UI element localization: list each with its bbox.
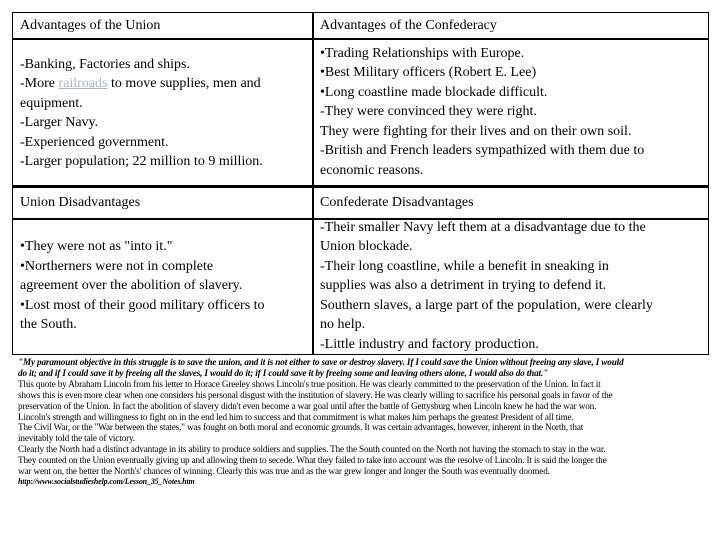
list-item: Union blockade.	[320, 239, 413, 255]
list-item: •They were not as "into it."	[20, 239, 173, 255]
header-label: Union Disadvantages	[20, 194, 141, 210]
item-text: -More	[20, 76, 59, 91]
list-item: -Their smaller Navy left them at a disadvantage due to the	[320, 219, 646, 235]
list-item: -Larger population; 22 million to 9 million.	[20, 154, 263, 169]
list-item: the South.	[20, 317, 77, 333]
notes-line: shows this is even more clear when one considers his personal disgust with the institution of slavery. He was clearly willing to sacrifice his personal goals in favor of the	[18, 389, 613, 400]
list-item: -Their long coastline, while a benefit in sneaking in	[320, 258, 609, 274]
header-label: Advantages of the Union	[20, 18, 161, 34]
header-label: Confederate Disadvantages	[320, 194, 474, 210]
item-text: to move supplies, men and	[107, 76, 261, 91]
list-item	[20, 74, 309, 94]
union-disadvantages-list	[13, 219, 313, 353]
notes-line: They counted on the Union eventually giving up and allowing them to secede. What they failed to take into account was the resolve of Lincoln. It is said the longer the	[18, 455, 607, 466]
list-item: •Best Military officers (Robert E. Lee)	[320, 65, 537, 81]
list-item: supplies was also a detriment in trying to defend it.	[320, 278, 607, 294]
list-item: •Lost most of their good military officers to	[20, 297, 265, 313]
lincoln-quote-line: "My paramount objective in this struggle is to save the union, and it is not either to save or destroy slavery. If I could save the Union without freeing any slave, I would	[18, 357, 624, 367]
source-url: http://www.socialstudieshelp.com/Lesson_35_Notes.htm	[18, 476, 195, 486]
notes-paragraph	[18, 357, 708, 488]
notes-line: The Civil War, or the "War between the states," was fought on both moral and economic grounds. It was certain advantages, however, inherent in the North, that	[18, 422, 584, 433]
list-item: -Experienced government.	[20, 134, 169, 150]
union-advantages-list	[13, 39, 313, 185]
notes-line: war went on, the better the North's' chances of winning. Clearly this was true and as the war grew longer and longer the South was eventually doomed.	[18, 466, 550, 477]
list-item: •Northerners were not in complete	[20, 258, 214, 274]
list-item: agreement over the abolition of slavery.	[20, 278, 243, 294]
header-label: Advantages of the Confederacy	[320, 18, 497, 34]
list-item: They were fighting for their lives and on their own soil.	[320, 123, 632, 139]
list-item: -Larger Navy.	[20, 115, 99, 130]
railroads-link[interactable]: railroads	[58, 76, 108, 91]
header-confederate-disadvantages	[313, 187, 709, 218]
list-item: Southern slaves, a large part of the population, were clearly	[320, 297, 653, 313]
notes-line: This quote by Abraham Lincoln from his letter to Horace Greeley shows Lincoln's true position. He was clearly committed to the preservation of the Union. In fact it	[18, 378, 601, 389]
notes-line: inevitably told the tale of victory.	[18, 433, 135, 444]
list-item: no help.	[320, 317, 366, 333]
header-advantages-union	[13, 13, 313, 39]
lincoln-quote-line: do it; and if I could save it by freeing all the slaves, I would do it; if I could save it by freeing some and leaving others alone, I would also do that."	[18, 367, 549, 378]
list-item: •Long coastline made blockade difficult.	[320, 84, 548, 100]
confederacy-advantages-list	[313, 39, 709, 185]
notes-line: Clearly the North had a distinct advantage in its ability to produce soldiers and supplies. The the South counted on the North not having the stomach to stay in the war.	[18, 444, 606, 455]
list-item: economic reasons.	[320, 162, 424, 178]
notes-line: preservation of the Union. In fact the abolition of slavery didn't even become a war goal until after the battle of Gettysburg when Lincoln knew he had the war won.	[18, 400, 597, 411]
header-union-disadvantages	[13, 187, 313, 218]
notes-line: Lincoln's strength and willingness to fight on in the end led him to success and that commitment is what makes him perhaps the greatest President of all time.	[18, 411, 574, 422]
list-item: equipment.	[20, 95, 83, 111]
confederate-disadvantages-list	[313, 219, 709, 353]
list-item: •Trading Relationships with Europe.	[320, 45, 525, 61]
header-advantages-confederacy	[313, 13, 709, 39]
list-item: -Little industry and factory production.	[320, 336, 539, 352]
comparison-table	[12, 12, 709, 355]
list-item: -Banking, Factories and ships.	[20, 56, 190, 72]
list-item: -British and French leaders sympathized with them due to	[320, 143, 645, 159]
list-item: -They were convinced they were right.	[320, 104, 537, 120]
